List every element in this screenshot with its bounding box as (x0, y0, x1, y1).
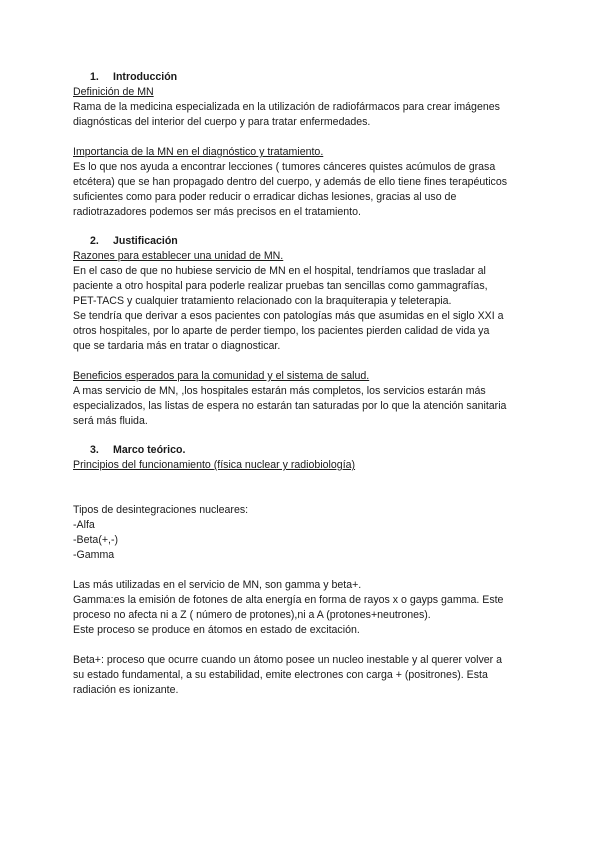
text-line: será más fluida. (73, 415, 148, 427)
text-line: Beta+: proceso que ocurre cuando un átomo posee un nucleo inestable y al querer volver a (73, 654, 503, 666)
text-line: especializados, las listas de espera no estarán tan saturadas por lo que la atención sanitaria (73, 400, 507, 412)
text-line: Las más utilizadas en el servicio de MN, son gamma y beta+. (73, 579, 362, 591)
section-title: Introducción (113, 71, 178, 83)
text-line: Se tendría que derivar a esos pacientes con patologías más que asumidas en el siglo XXI a (73, 310, 504, 322)
section-title: Justificación (113, 235, 178, 247)
document-page (73, 70, 533, 698)
subsection-title-razones: Razones para establecer una unidad de MN. (73, 250, 284, 262)
list-item: -Beta(+,-) (73, 534, 119, 546)
paragraph-definicion (73, 100, 533, 130)
paragraph-importancia (73, 160, 533, 220)
text-line: A mas servicio de MN, ,los hospitales estarán más completos, los servicios estarán más (73, 385, 486, 397)
list-item: -Gamma (73, 549, 115, 561)
text-line: otros hospitales, por lo aparte de perder tiempo, los pacientes pierden calidad de vida ya (73, 325, 490, 337)
text-line: proceso no afecta ni a Z ( número de protones),ni a A (protones+neutrones). (73, 609, 431, 621)
text-line: que se tardaria más en tratar o diagnosticar. (73, 340, 281, 352)
text-line: radiación es ionizante. (73, 684, 179, 696)
text-line: paciente a otro hospital para poderle realizar pruebas tan sencillas como gammagrafías, (73, 280, 488, 292)
paragraph-beta (73, 653, 533, 698)
text-line: Este proceso se produce en átomos en estado de excitación. (73, 624, 360, 636)
text-line: diagnósticas del interior del cuerpo y para tratar enfermedades. (73, 116, 371, 128)
text-line: radiotrazadores podemos ser más precisos en el tratamiento. (73, 206, 361, 218)
subsection-title-principios: Principios del funcionamiento (física nuclear y radiobiología) (73, 459, 356, 471)
text-line: PET-TACS y cualquier tratamiento relacionado con la braquiterapia y teleterapia. (73, 295, 452, 307)
subsection-title-beneficios: Beneficios esperados para la comunidad y el sistema de salud. (73, 370, 370, 382)
paragraph-razones (73, 264, 533, 354)
section-title: Marco teórico. (113, 444, 186, 456)
subsection-title-definicion: Definición de MN (73, 86, 154, 98)
section-number: 1. (90, 71, 99, 83)
section-number: 2. (90, 235, 99, 247)
text-line: Gamma:es la emisión de fotones de alta energía en forma de rayos x o gayps gamma. Este (73, 594, 504, 606)
text-line: Es lo que nos ayuda a encontrar lecciones ( tumores cánceres quistes acúmulos de grasa (73, 161, 496, 173)
text-line: En el caso de que no hubiese servicio de MN en el hospital, tendríamos que trasladar al (73, 265, 486, 277)
section-number: 3. (90, 444, 99, 456)
text-line: etcétera) que se han propagado dentro del cuerpo, y además de ello tiene fines terapéuticos (73, 176, 508, 188)
text-line: Rama de la medicina especializada en la utilización de radiofármacos para crear imágenes (73, 101, 500, 113)
paragraph-tipos (73, 503, 533, 563)
paragraph-gamma (73, 578, 533, 638)
text-line: suficientes como para poder reducir o erradicar dichas lesiones, gracias al uso de (73, 191, 457, 203)
section-heading-justificacion (90, 234, 533, 249)
text-line: Tipos de desintegraciones nucleares: (73, 504, 249, 516)
paragraph-beneficios (73, 384, 533, 429)
list-item: -Alfa (73, 519, 95, 531)
section-heading-introduccion (90, 70, 533, 85)
section-heading-marco-teorico (90, 443, 533, 458)
text-line: su estado fundamental, a su estabilidad, emite electrones con carga + (positrones). Esta (73, 669, 488, 681)
subsection-title-importancia: Importancia de la MN en el diagnóstico y tratamiento. (73, 146, 324, 158)
